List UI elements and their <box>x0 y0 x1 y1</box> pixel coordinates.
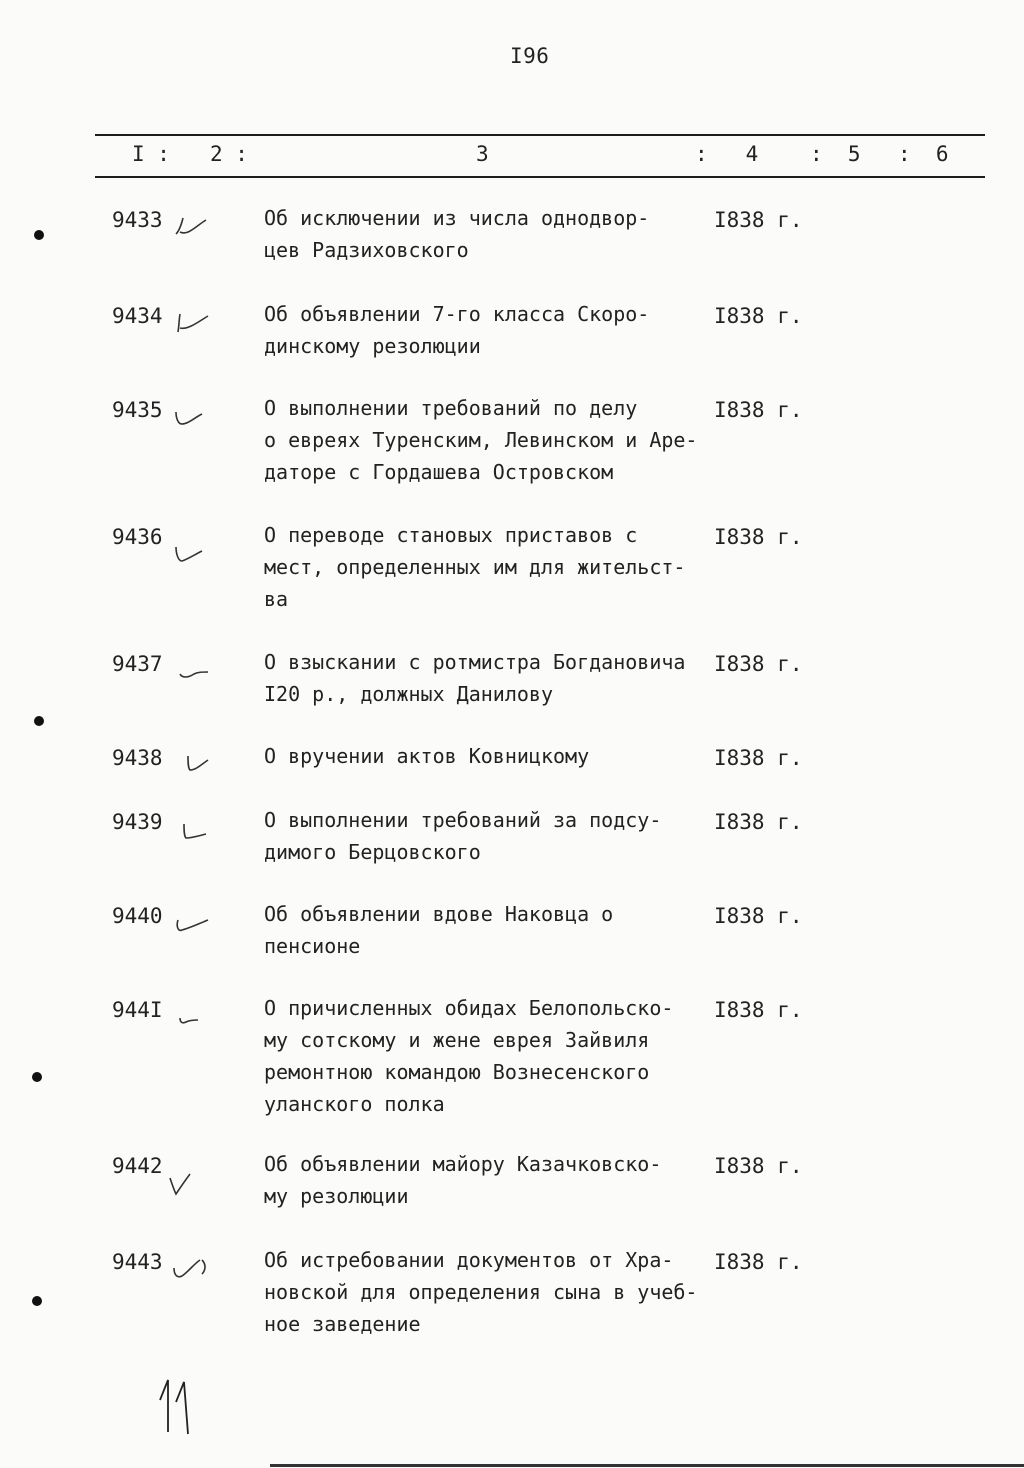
record-year: I838 г. <box>714 904 803 928</box>
handwritten-check-icon <box>166 1170 206 1198</box>
header-col-6: : 6 <box>898 142 949 166</box>
handwritten-check-icon <box>170 750 210 778</box>
record-year: I838 г. <box>714 1250 803 1274</box>
handwritten-check-icon <box>170 539 210 567</box>
header-col-1: I : <box>132 142 170 166</box>
record-title: Об объявлении 7-го класса Скоро- динскому резолюции <box>264 302 650 358</box>
record-title: Об объявлении майору Казачковско- му резолюции <box>264 1152 662 1208</box>
handwritten-check-icon <box>170 656 210 684</box>
handwritten-folio-mark <box>158 1376 198 1436</box>
handwritten-check-icon <box>170 308 210 336</box>
record-title: Об истребовании документов от Хра- новской для определения сына в учеб- ное заведение <box>264 1248 698 1336</box>
header-top-rule <box>95 134 985 136</box>
handwritten-check-icon <box>170 908 210 936</box>
header-col-4: : 4 <box>695 142 759 166</box>
record-title: О выполнении требований по делу о евреях Туренским, Левинском и Аре- даторе с Гордашева Островском <box>264 396 698 484</box>
header-col-5: : 5 <box>810 142 861 166</box>
record-number: 9436 <box>112 525 163 549</box>
record-year: I838 г. <box>714 208 803 232</box>
record-title: Об объявлении вдове Наковца о пенсионе <box>264 902 614 958</box>
handwritten-check-icon <box>170 1002 210 1030</box>
page-number: I96 <box>510 44 550 68</box>
punch-hole-dot <box>32 1296 42 1306</box>
record-year: I838 г. <box>714 1154 803 1178</box>
record-number: 944I <box>112 998 163 1022</box>
handwritten-check-icon <box>170 814 210 842</box>
record-number: 9438 <box>112 746 163 770</box>
record-year: I838 г. <box>714 304 803 328</box>
punch-hole-dot <box>34 230 44 240</box>
record-number: 9434 <box>112 304 163 328</box>
handwritten-check-icon <box>170 1254 210 1282</box>
record-title: О взыскании с ротмистра Богдановича I20 р., должных Данилову <box>264 650 686 706</box>
header-col-3: 3 <box>476 142 489 166</box>
record-title: О переводе становых приставов с мест, определенных им для жительст- ва <box>264 523 686 611</box>
punch-hole-dot <box>32 1072 42 1082</box>
record-year: I838 г. <box>714 652 803 676</box>
record-number: 9439 <box>112 810 163 834</box>
record-year: I838 г. <box>714 746 803 770</box>
record-number: 9442 <box>112 1154 163 1178</box>
handwritten-check-icon <box>170 402 210 430</box>
record-year: I838 г. <box>714 810 803 834</box>
record-number: 9433 <box>112 208 163 232</box>
record-number: 9440 <box>112 904 163 928</box>
record-number: 9443 <box>112 1250 163 1274</box>
record-title: Об исключении из числа однодвор- цев Радзиховского <box>264 206 650 262</box>
header-col-2: 2 : <box>210 142 248 166</box>
header-bottom-rule <box>95 176 985 178</box>
record-title: О причисленных обидах Белопольско- му сотскому и жене еврея Зайвиля ремонтною командою Вознесенского уланского полка <box>264 996 674 1116</box>
record-number: 9437 <box>112 652 163 676</box>
page-bottom-edge <box>270 1464 1024 1467</box>
record-title: О выполнении требований за подсу- димого Берцовского <box>264 808 662 864</box>
record-year: I838 г. <box>714 998 803 1022</box>
record-year: I838 г. <box>714 398 803 422</box>
record-title: О вручении актов Ковницкому <box>264 744 590 768</box>
record-year: I838 г. <box>714 525 803 549</box>
handwritten-check-icon <box>170 212 210 240</box>
punch-hole-dot <box>34 716 44 726</box>
record-number: 9435 <box>112 398 163 422</box>
